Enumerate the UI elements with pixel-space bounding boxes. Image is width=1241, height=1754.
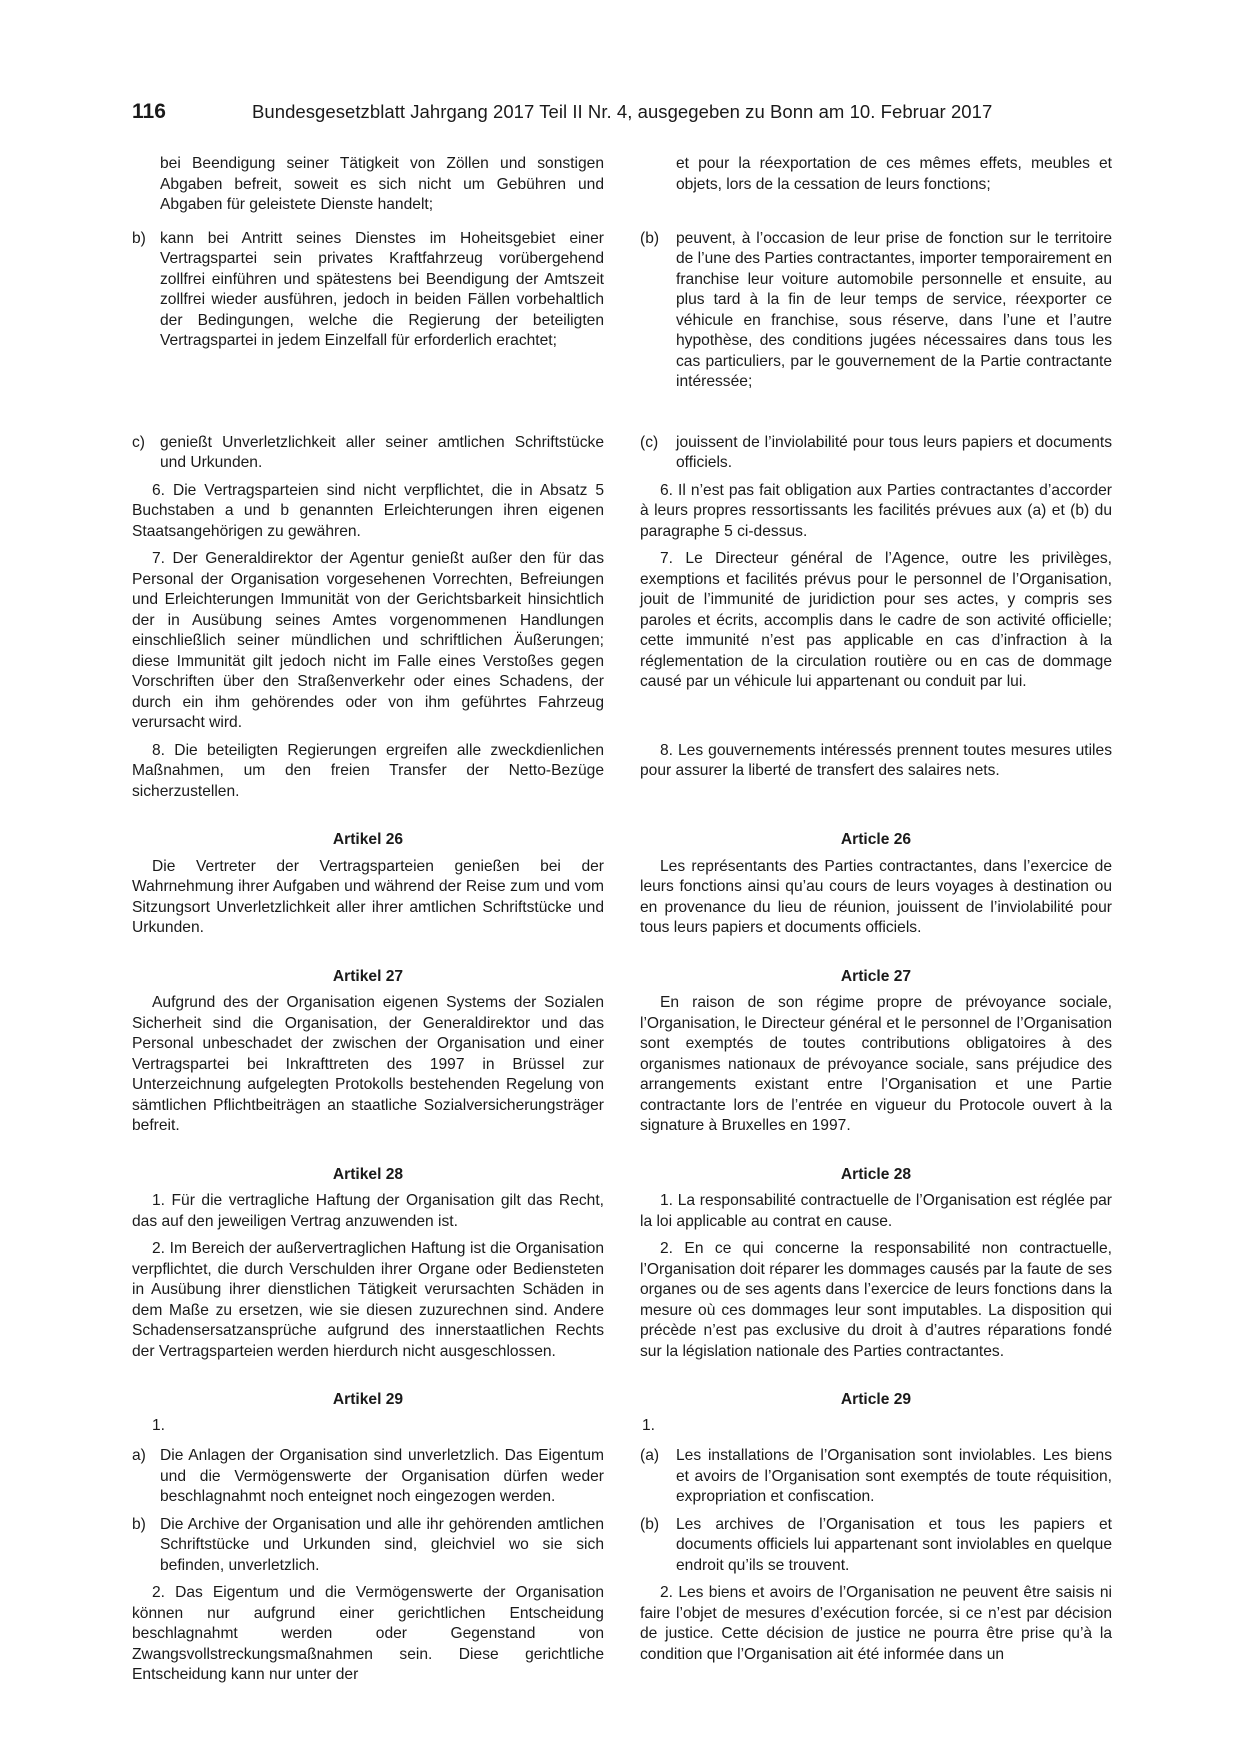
row-a29-heading bbox=[132, 1390, 1112, 1411]
paragraph-number: 1. bbox=[152, 1416, 166, 1434]
paragraph: 2. En ce qui concerne la responsabilité non contractuelle, l’Organisation doit réparer les dommages causés par la faute de ses organes ou de ses agents dans l’exercice de leurs fonctions dans la mesure où ces dommages leur sont imputables. La disposition qui précède n’est pas exclusive du droit à d’autres réparations fondé sur la législation nationale des Parties contractantes. bbox=[640, 1240, 1112, 1360]
list-item bbox=[640, 229, 1112, 393]
two-column-body bbox=[132, 154, 1112, 1686]
row-item-b bbox=[132, 229, 1112, 393]
item-label: (a) bbox=[640, 1447, 660, 1464]
row-p7 bbox=[132, 549, 1112, 734]
paragraph: En raison de son régime propre de prévoyance sociale, l’Organisation, le Directeur général et le personnel de l’Organisation sont exemptés de toutes contributions obligatoires à des organismes nationaux de prévoyance sociale, sans préjudice des arrangements existant entre l’Organisation et une Partie contractante lors de l’entrée en vigueur du Protocole ouvert à la signature à Bruxelles en 1997. bbox=[640, 994, 1112, 1134]
paragraph: bei Beendigung seiner Tätigkeit von Zöllen und sonstigen Abgaben befreit, soweit es sich nicht um Gebühren und Abgaben für geleistete Dienste handelt; bbox=[160, 155, 604, 213]
item-label: (b) bbox=[640, 1515, 660, 1533]
item-label: b) bbox=[132, 1515, 146, 1533]
article-heading: Article 26 bbox=[840, 831, 912, 848]
item-text: Die Archive der Organisation und alle ihr gehörenden amtlichen Schriftstücke und Urkunden sind, gleichviel wo sie sich befinden, unverletzlich. bbox=[160, 1515, 604, 1574]
paragraph: 1. La responsabilité contractuelle de l’Organisation est réglée par la loi applicable au contrat en cause. bbox=[640, 1192, 1112, 1230]
article-heading: Artikel 26 bbox=[332, 831, 404, 848]
article-heading: Article 28 bbox=[840, 1165, 912, 1183]
item-label: (b) bbox=[640, 229, 660, 247]
article-heading: Artikel 29 bbox=[332, 1391, 404, 1408]
row-p6 bbox=[132, 481, 1112, 543]
item-label: c) bbox=[132, 433, 145, 451]
paragraph: 6. Die Vertragsparteien sind nicht verpflichtet, die in Absatz 5 Buchstaben a und b genannten Erleichterungen ihren eigenen Staatsangehörigen zu gewähren. bbox=[132, 481, 604, 540]
paragraph: 7. Der Generaldirektor der Agentur genießt außer den für das Personal der Organisation vorgesehenen Vorrechten, Befreiungen und Erleichterungen Immunität von der Gerichtsbarkeit hinsichtlich der in Ausübung seines Amtes vorgenommenen Handlungen einschließlich seiner mündlichen und schriftlichen Äußerungen; diese Immunität gilt jedoch nicht im Falle eines Verstoßes gegen Vorschriften über den Straßenverkehr oder eines Schadens, der durch ein ihm gehörendes oder von ihm geführtes Fahrzeug verursacht wird. bbox=[132, 550, 604, 731]
row-a27-heading bbox=[132, 967, 1112, 988]
paragraph: 8. Les gouvernements intéressés prennent toutes mesures utiles pour assurer la liberté de transfert des salaires nets. bbox=[640, 741, 1112, 779]
item-text: Les installations de l’Organisation sont inviolables. Les biens et avoirs de l’Organisation sont exemptés de toute réquisition, expropriation et confiscation. bbox=[676, 1447, 1112, 1505]
paragraph: 8. Die beteiligten Regierungen ergreifen alle zweckdienlichen Maßnahmen, um den freien Transfer der Netto-Bezüge sicherzustellen. bbox=[132, 741, 604, 800]
list-item bbox=[132, 433, 604, 474]
page-header bbox=[132, 99, 1112, 129]
row-a27-text bbox=[132, 993, 1112, 1137]
item-text: genießt Unverletzlichkeit aller seiner amtlichen Schriftstücke und Urkunden. bbox=[160, 433, 604, 471]
row-p8 bbox=[132, 741, 1112, 803]
paragraph: Les représentants des Parties contractantes, dans l’exercice de leurs fonctions ainsi qu’au cours de leurs voyages à destination ou en provenance du lieu de réunion, jouissent de l’inviolabilité pour tous leurs papiers et documents officiels. bbox=[640, 857, 1112, 936]
list-item bbox=[640, 1446, 1112, 1508]
paragraph: 2. Das Eigentum und die Vermögenswerte der Organisation können nur aufgrund einer gerichtlichen Entscheidung beschlagnahmt werden oder Gegenstand von Zwangsvollstreckungsmaßnahmen sein. Diese gerichtliche Entscheidung kann nur unter der bbox=[132, 1584, 604, 1683]
german-column bbox=[132, 154, 604, 216]
item-text: Die Anlagen der Organisation sind unverletzlich. Das Eigentum und die Vermögenswerte der Organisation dürfen weder beschlagnahmt noch enteignet noch eingezogen werden. bbox=[160, 1447, 604, 1505]
paragraph-number: 1. bbox=[642, 1416, 656, 1434]
row-a28-p2 bbox=[132, 1239, 1112, 1362]
row-a28-p1 bbox=[132, 1191, 1112, 1232]
row-a26-heading bbox=[132, 830, 1112, 851]
row-a28-heading bbox=[132, 1165, 1112, 1186]
item-label: a) bbox=[132, 1447, 146, 1464]
paragraph: 6. Il n’est pas fait obligation aux Parties contractantes d’accorder à leurs propres ressortissants les facilités prévues aux (a) et (b) du paragraphe 5 ci-dessus. bbox=[640, 481, 1112, 540]
paragraph: 1. Für die vertragliche Haftung der Organisation gilt das Recht, das auf den jeweiligen Vertrag anzuwenden ist. bbox=[132, 1192, 604, 1230]
item-text: Les archives de l’Organisation et tous les papiers et documents officiels lui appartenant sont inviolables en quelque endroit qu’ils se trouvent. bbox=[676, 1515, 1112, 1574]
item-text: kann bei Antritt seines Dienstes im Hoheitsgebiet einer Vertragspartei sein privates Kraftfahrzeug vorübergehend zollfrei einführen und spätestens bei Beendigung der Amtszeit zollfrei wieder ausführen, jedoch in beiden Fällen vorbehaltlich der Bedingungen, welche die Regierung der beteiligten Vertragspartei in jedem Einzelfall für erforderlich erachtet; bbox=[160, 229, 604, 349]
row-a29-p2 bbox=[132, 1583, 1112, 1686]
row-a29-num bbox=[132, 1416, 1112, 1437]
item-text: jouissent de l’inviolabilité pour tous leurs papiers et documents officiels. bbox=[676, 433, 1112, 471]
list-item bbox=[132, 1446, 604, 1508]
paragraph: 7. Le Directeur général de l’Agence, outre les privilèges, exemptions et facilités prévus pour le personnel de l’Organisation, jouit de l’immunité de juridiction pour ses actes, y compris ses paroles et écrits, accomplis dans le cadre de son activité officielle; cette immunité n’est pas applicable en cas d’infraction à la réglementation de la circulation routière ou en cas de dommage causé par un véhicule lui appartenant ou conduit par lui. bbox=[640, 550, 1112, 690]
paragraph: et pour la réexportation de ces mêmes effets, meubles et objets, lors de la cessation de leurs fonctions; bbox=[676, 155, 1112, 193]
page-number: 116 bbox=[132, 100, 166, 123]
row-a26-text bbox=[132, 857, 1112, 939]
row-a29-a bbox=[132, 1446, 1112, 1508]
row-item-c bbox=[132, 433, 1112, 474]
paragraph: Aufgrund des der Organisation eigenen Systems der Sozialen Sicherheit sind die Organisation, der Generaldirektor und das Personal unbeschadet der zwischen der Organisation und einer Vertragspartei bei Inkrafttreten des 1997 in Brüssel zur Unterzeichnung aufgelegten Protokolls bestehenden Regelung von sämtlichen Pflichtbeiträgen an staatliche Sozialversicherungsträger befreit. bbox=[132, 994, 604, 1134]
list-item bbox=[132, 1515, 604, 1577]
item-label: b) bbox=[132, 229, 146, 247]
article-heading: Artikel 27 bbox=[332, 967, 404, 985]
paragraph: 2. Les biens et avoirs de l’Organisation ne peuvent être saisis ni faire l’objet de mesures d’exécution forcée, si ce n’est par décision de justice. Cette décision de justice ne pourra être prise qu’à la condition que l’Organisation ait été informée dans un bbox=[640, 1584, 1112, 1663]
paragraph: 2. Im Bereich der außervertraglichen Haftung ist die Organisation verpflichtet, die durch Verschulden ihrer Organe oder Bediensteten in Ausübung ihrer dienstlichen Tätigkeit verursachten Schäden in dem Maße zu ersetzen, wie sie diesen zuzurechnen sind. Andere Schadensersatzansprüche aufgrund des innerstaatlichen Rechts der Vertragsparteien werden hierdurch nicht ausgeschlossen. bbox=[132, 1240, 604, 1360]
item-text: peuvent, à l’occasion de leur prise de fonction sur le territoire de l’une des Parties contractantes, importer temporairement en franchise leur voiture automobile personnelle et ensuite, au plus tard à la fin de leur temps de service, réexporter ce véhicule en franchise, sous réserve, dans l’une et l’autre hypothèse, des conditions jugées nécessaires dans tous les cas particuliers, par le gouvernement de la Partie contractante intéressée; bbox=[676, 229, 1112, 390]
paragraph: Die Vertreter der Vertragsparteien genießen bei der Wahrnehmung ihrer Aufgaben und während der Reise zum und vom Sitzungsort Unverletzlichkeit aller ihrer amtlichen Schriftstücke und Urkunden. bbox=[132, 857, 604, 936]
running-title: Bundesgesetzblatt Jahrgang 2017 Teil II Nr. 4, ausgegeben zu Bonn am 10. Februar 2017 bbox=[252, 101, 993, 122]
list-item bbox=[640, 433, 1112, 474]
item-label: (c) bbox=[640, 433, 659, 451]
list-item bbox=[640, 1515, 1112, 1577]
article-heading: Article 29 bbox=[840, 1391, 912, 1408]
article-heading: Artikel 28 bbox=[332, 1165, 404, 1183]
french-column bbox=[640, 154, 1112, 216]
row-cont bbox=[132, 154, 1112, 216]
article-heading: Article 27 bbox=[840, 967, 912, 985]
list-item bbox=[132, 229, 604, 352]
row-a29-b bbox=[132, 1515, 1112, 1577]
